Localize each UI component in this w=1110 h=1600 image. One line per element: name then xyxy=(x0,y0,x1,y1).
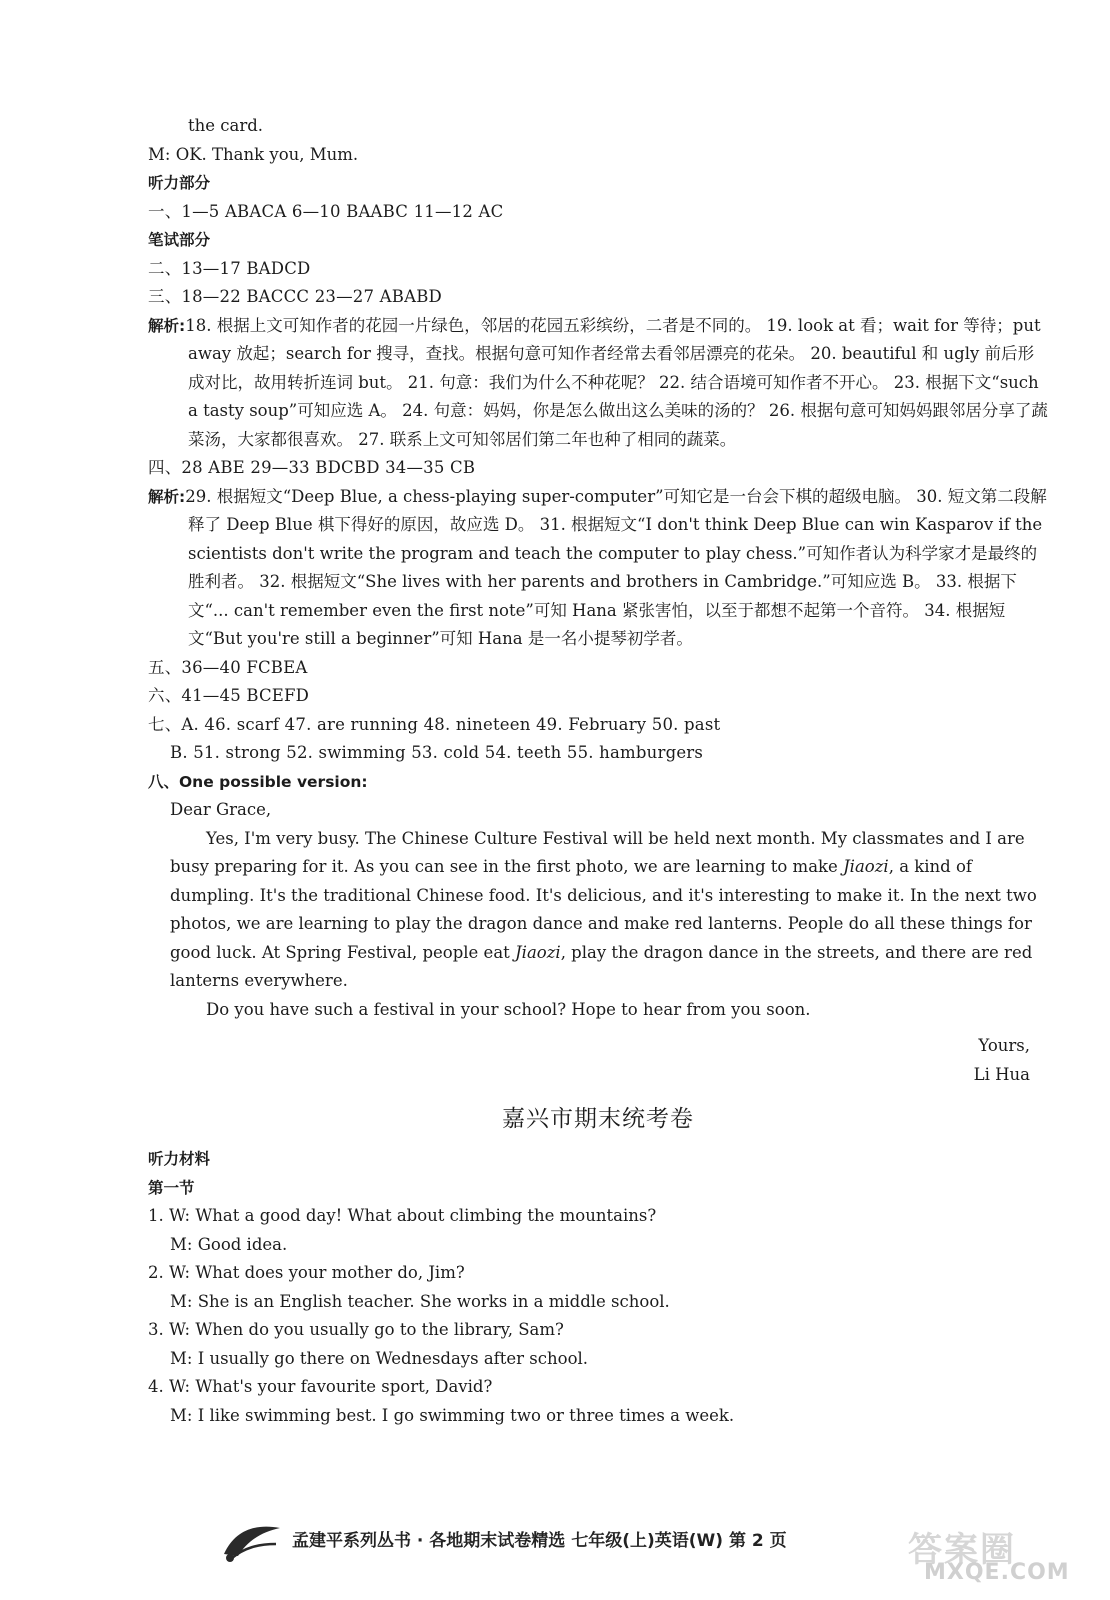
jiaozi-term: Jiaozi xyxy=(843,857,889,876)
watermark-url: MXQE.COM xyxy=(924,1560,1070,1585)
letter-greeting: Dear Grace, xyxy=(170,800,272,819)
sample-letter xyxy=(148,796,1048,1089)
section-5-answers: 五、36—40 FCBEA xyxy=(148,657,308,677)
series-logo-icon xyxy=(218,1518,288,1564)
analysis-block-2 xyxy=(148,483,1048,654)
dialogue-man: M: I usually go there on Wednesdays after school. xyxy=(170,1348,589,1368)
letter-paragraph-2: Do you have such a festival in your school? Hope to hear from you soon. xyxy=(206,999,811,1019)
dialogue-woman: 2. W: What does your mother do, Jim? xyxy=(148,1263,465,1282)
exam-title: 嘉兴市期末统考卷 xyxy=(502,1106,694,1132)
dialogue-man: M: Good idea. xyxy=(170,1234,288,1254)
listening-heading: 听力部分 xyxy=(148,174,211,192)
footer-series-text: 孟建平系列丛书 · 各地期末试卷精选 七年级(上)英语(W) 第 2 页 xyxy=(292,1531,787,1551)
section-2-answers: 二、13—17 BADCD xyxy=(148,258,311,278)
analysis-label: 解析: xyxy=(148,487,186,506)
analysis-text: 29. 根据短文“Deep Blue, a chess-playing super-computer”可知它是一台会下棋的超级电脑。 30. 短文第二段解释了 Deep Blue 棋下得好的原因，故应选 D。 31. 根据短文“I don't think Deep Blue can win Kasparov if the scientists don't write the program and teach the computer to play chess.”可知作者认为科学家才是最终的胜利者。 32. 根据短文“She lives with her parents and brothers in Cambridge.”可知应选 B。 33. 根据下文“... can't remember even the first note”可知 Hana 紧张害怕，以至于都想不起第一个音符。 34. 根据短文“But you're still a beginner”可知 Hana 是一名小提琴初学者。 xyxy=(185,486,1047,648)
written-heading: 笔试部分 xyxy=(148,231,211,249)
section-4-answers: 四、28 ABE 29—33 BDCBD 34—35 CB xyxy=(148,458,476,477)
letter-signature: Li Hua xyxy=(973,1064,1030,1084)
analysis-text: 18. 根据上文可知作者的花园一片绿色，邻居的花园五彩缤纷，二者是不同的。 19. look at 看；wait for 等待；put away 放起；search for 搜寻，查找。根据句意可知作者经常去看邻居漂亮的花朵。 20. beautiful 和 ugly 前后形成对比，故用转折连词 but。 21. 句意：我们为什么不种花呢？ 22. 结合语境可知作者不开心。 23. 根据下文“such a tasty soup”可知应选 A。 24. 句意：妈妈，你是怎么做出这么美味的汤的？ 26. 根据句意可知妈妈跟邻居分享了蔬菜汤，大家都很喜欢。 27. 联系上文可知邻居们第二年也种了相同的蔬菜。 xyxy=(185,315,1048,449)
watermark-logo: 答案圈 xyxy=(908,1530,1016,1570)
listening-answers: 一、1—5 ABACA 6—10 BAABC 11—12 AC xyxy=(148,201,504,221)
section-7a-answers: 七、A. 46. scarf 47. are running 48. nineteen 49. February 50. past xyxy=(148,714,721,734)
analysis-block-1 xyxy=(148,312,1048,455)
answer-page xyxy=(148,112,1048,1430)
dialogue-continuation: the card. xyxy=(188,116,264,135)
dialogue-list xyxy=(148,1202,1048,1430)
jiaozi-term: Jiaozi xyxy=(515,942,561,962)
section-6-answers: 六、41—45 BCEFD xyxy=(148,686,310,705)
section-7b-answers: B. 51. strong 52. swimming 53. cold 54. teeth 55. hamburgers xyxy=(170,743,704,762)
section-3-answers: 三、18—22 BACCC 23—27 ABABD xyxy=(148,287,442,306)
dialogue-man: M: She is an English teacher. She works in a middle school. xyxy=(170,1291,670,1311)
analysis-label: 解析: xyxy=(148,316,186,335)
dialogue-man: M: I like swimming best. I go swimming two or three times a week. xyxy=(170,1405,735,1425)
section-label: 第一节 xyxy=(148,1178,195,1197)
materials-heading: 听力材料 xyxy=(148,1150,211,1168)
dialogue-woman: 4. W: What's your favourite sport, David? xyxy=(148,1377,493,1396)
dialogue-woman: 3. W: When do you usually go to the library, Sam? xyxy=(148,1320,564,1339)
dialogue-woman: 1. W: What a good day! What about climbing the mountains? xyxy=(148,1206,657,1225)
dialogue-reply: M: OK. Thank you, Mum. xyxy=(148,144,359,164)
page-footer xyxy=(0,1518,1110,1585)
section-8-heading: 八、One possible version: xyxy=(148,772,368,791)
letter-closing: Yours, xyxy=(978,1036,1030,1055)
letter-paragraph-1: Yes, I'm very busy. The Chinese Culture Festival will be held next month. My classmates and I are busy preparing for it. As you can see in the first photo, we are learning to make Jiaozi, a kind of dumpling. It's the traditional Chinese food. It's delicious, and it's interesting to make it. In the next two photos, we are learning to play the dragon dance and make red lanterns. People do all these things for good luck. At Spring Festival, people eat Jiaozi, play the dragon dance in the streets, and there are red lanterns everywhere. xyxy=(170,828,1037,990)
